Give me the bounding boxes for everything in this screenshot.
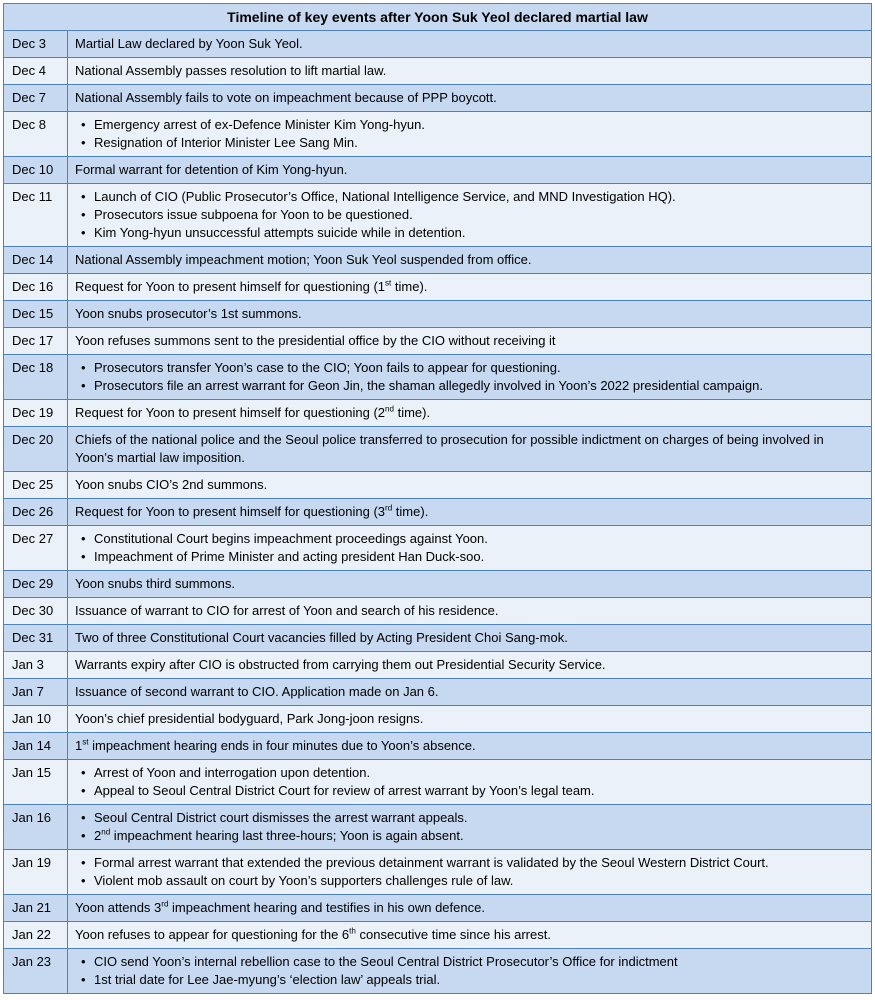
row-date: Dec 14 [4, 247, 68, 274]
bullet-item: • Impeachment of Prime Minister and acting president Han Duck-soo. [81, 548, 864, 566]
row-text: National Assembly fails to vote on impeachment because of PPP boycott. [68, 85, 872, 112]
row-date: Jan 15 [4, 760, 68, 805]
table-row [4, 301, 872, 328]
bullet-list [75, 809, 864, 845]
row-text: Yoon’s chief presidential bodyguard, Park Jong-joon resigns. [68, 706, 872, 733]
row-text: Chiefs of the national police and the Seoul police transferred to prosecution for possible indictment on charges of being involved in Yoon’s martial law imposition. [68, 427, 872, 472]
row-date: Dec 17 [4, 328, 68, 355]
bullet-list [75, 359, 864, 395]
table-row [4, 652, 872, 679]
row-text: 1st impeachment hearing ends in four minutes due to Yoon’s absence. [68, 733, 872, 760]
bullet-item: • Emergency arrest of ex-Defence Minister Kim Yong-hyun. [81, 116, 864, 134]
row-text: Warrants expiry after CIO is obstructed from carrying them out Presidential Security Service. [68, 652, 872, 679]
row-date: Dec 20 [4, 427, 68, 472]
bullet-item: • 1st trial date for Lee Jae-myung’s ‘election law’ appeals trial. [81, 971, 864, 989]
table-row [4, 805, 872, 850]
bullet-item: • CIO send Yoon’s internal rebellion case to the Seoul Central District Prosecutor’s Office for indictment [81, 953, 864, 971]
table-row [4, 760, 872, 805]
table-row [4, 355, 872, 400]
bullet-item: • 2nd impeachment hearing last three-hours; Yoon is again absent. [81, 827, 864, 845]
row-date: Jan 16 [4, 805, 68, 850]
row-date: Dec 29 [4, 571, 68, 598]
row-text: Request for Yoon to present himself for questioning (1st time). [68, 274, 872, 301]
bullet-item: • Launch of CIO (Public Prosecutor’s Office, National Intelligence Service, and MND Investigation HQ). [81, 188, 864, 206]
row-text: National Assembly impeachment motion; Yoon Suk Yeol suspended from office. [68, 247, 872, 274]
row-date: Jan 22 [4, 922, 68, 949]
row-date: Dec 4 [4, 58, 68, 85]
table-row [4, 157, 872, 184]
header-row [4, 4, 872, 31]
row-date: Dec 19 [4, 400, 68, 427]
row-date: Dec 3 [4, 31, 68, 58]
row-text: Issuance of second warrant to CIO. Application made on Jan 6. [68, 679, 872, 706]
row-date: Dec 18 [4, 355, 68, 400]
table-row [4, 625, 872, 652]
table-row [4, 526, 872, 571]
row-text: Formal warrant for detention of Kim Yong-hyun. [68, 157, 872, 184]
row-date: Dec 16 [4, 274, 68, 301]
row-date: Dec 30 [4, 598, 68, 625]
row-date: Dec 10 [4, 157, 68, 184]
row-bullets [68, 805, 872, 850]
table-row [4, 247, 872, 274]
table-row [4, 922, 872, 949]
table-row [4, 571, 872, 598]
row-bullets [68, 184, 872, 247]
bullet-item: • Kim Yong-hyun unsuccessful attempts suicide while in detention. [81, 224, 864, 242]
table-row [4, 400, 872, 427]
bullet-item: • Resignation of Interior Minister Lee Sang Min. [81, 134, 864, 152]
row-date: Dec 26 [4, 499, 68, 526]
bullet-list [75, 764, 864, 800]
row-text: Yoon refuses to appear for questioning for the 6th consecutive time since his arrest. [68, 922, 872, 949]
bullet-item: • Appeal to Seoul Central District Court for review of arrest warrant by Yoon’s legal team. [81, 782, 864, 800]
table-row [4, 499, 872, 526]
table-row [4, 706, 872, 733]
row-date: Jan 3 [4, 652, 68, 679]
row-bullets [68, 760, 872, 805]
bullet-list [75, 953, 864, 989]
row-bullets [68, 850, 872, 895]
table-row [4, 472, 872, 499]
row-text: Martial Law declared by Yoon Suk Yeol. [68, 31, 872, 58]
row-bullets [68, 355, 872, 400]
bullet-item: • Arrest of Yoon and interrogation upon detention. [81, 764, 864, 782]
row-bullets [68, 112, 872, 157]
row-text: Two of three Constitutional Court vacancies filled by Acting President Choi Sang-mok. [68, 625, 872, 652]
table-row [4, 58, 872, 85]
table-row [4, 274, 872, 301]
table-row [4, 328, 872, 355]
table-row [4, 679, 872, 706]
row-date: Dec 25 [4, 472, 68, 499]
table-row [4, 31, 872, 58]
table-row [4, 949, 872, 994]
row-text: National Assembly passes resolution to lift martial law. [68, 58, 872, 85]
table-row [4, 895, 872, 922]
row-date: Jan 14 [4, 733, 68, 760]
row-date: Jan 19 [4, 850, 68, 895]
row-text: Yoon snubs third summons. [68, 571, 872, 598]
row-date: Jan 7 [4, 679, 68, 706]
table-row [4, 184, 872, 247]
table-row [4, 850, 872, 895]
table-row [4, 85, 872, 112]
row-date: Dec 7 [4, 85, 68, 112]
row-bullets [68, 949, 872, 994]
row-text: Issuance of warrant to CIO for arrest of Yoon and search of his residence. [68, 598, 872, 625]
row-bullets [68, 526, 872, 571]
row-text: Yoon refuses summons sent to the presidential office by the CIO without receiving it [68, 328, 872, 355]
row-date: Dec 15 [4, 301, 68, 328]
bullet-list [75, 188, 864, 242]
bullet-item: • Formal arrest warrant that extended the previous detainment warrant is validated by the Seoul Western District Court. [81, 854, 864, 872]
bullet-list [75, 116, 864, 152]
row-date: Dec 31 [4, 625, 68, 652]
bullet-item: • Violent mob assault on court by Yoon’s supporters challenges rule of law. [81, 872, 864, 890]
row-text: Request for Yoon to present himself for questioning (3rd time). [68, 499, 872, 526]
table-row [4, 112, 872, 157]
row-date: Jan 21 [4, 895, 68, 922]
row-date: Dec 27 [4, 526, 68, 571]
row-text: Yoon snubs CIO’s 2nd summons. [68, 472, 872, 499]
table-title: Timeline of key events after Yoon Suk Yeol declared martial law [4, 4, 872, 31]
bullet-item: • Prosecutors issue subpoena for Yoon to be questioned. [81, 206, 864, 224]
bullet-list [75, 530, 864, 566]
bullet-item: • Prosecutors transfer Yoon’s case to the CIO; Yoon fails to appear for questioning. [81, 359, 864, 377]
row-text: Request for Yoon to present himself for questioning (2nd time). [68, 400, 872, 427]
table-row [4, 598, 872, 625]
row-date: Jan 10 [4, 706, 68, 733]
bullet-list [75, 854, 864, 890]
row-date: Jan 23 [4, 949, 68, 994]
timeline-table [3, 3, 872, 994]
row-text: Yoon snubs prosecutor’s 1st summons. [68, 301, 872, 328]
table-row [4, 733, 872, 760]
row-text: Yoon attends 3rd impeachment hearing and testifies in his own defence. [68, 895, 872, 922]
bullet-item: • Constitutional Court begins impeachment proceedings against Yoon. [81, 530, 864, 548]
bullet-item: • Seoul Central District court dismisses the arrest warrant appeals. [81, 809, 864, 827]
row-date: Dec 11 [4, 184, 68, 247]
table-row [4, 427, 872, 472]
row-date: Dec 8 [4, 112, 68, 157]
bullet-item: • Prosecutors file an arrest warrant for Geon Jin, the shaman allegedly involved in Yoon’s 2022 presidential campaign. [81, 377, 864, 395]
